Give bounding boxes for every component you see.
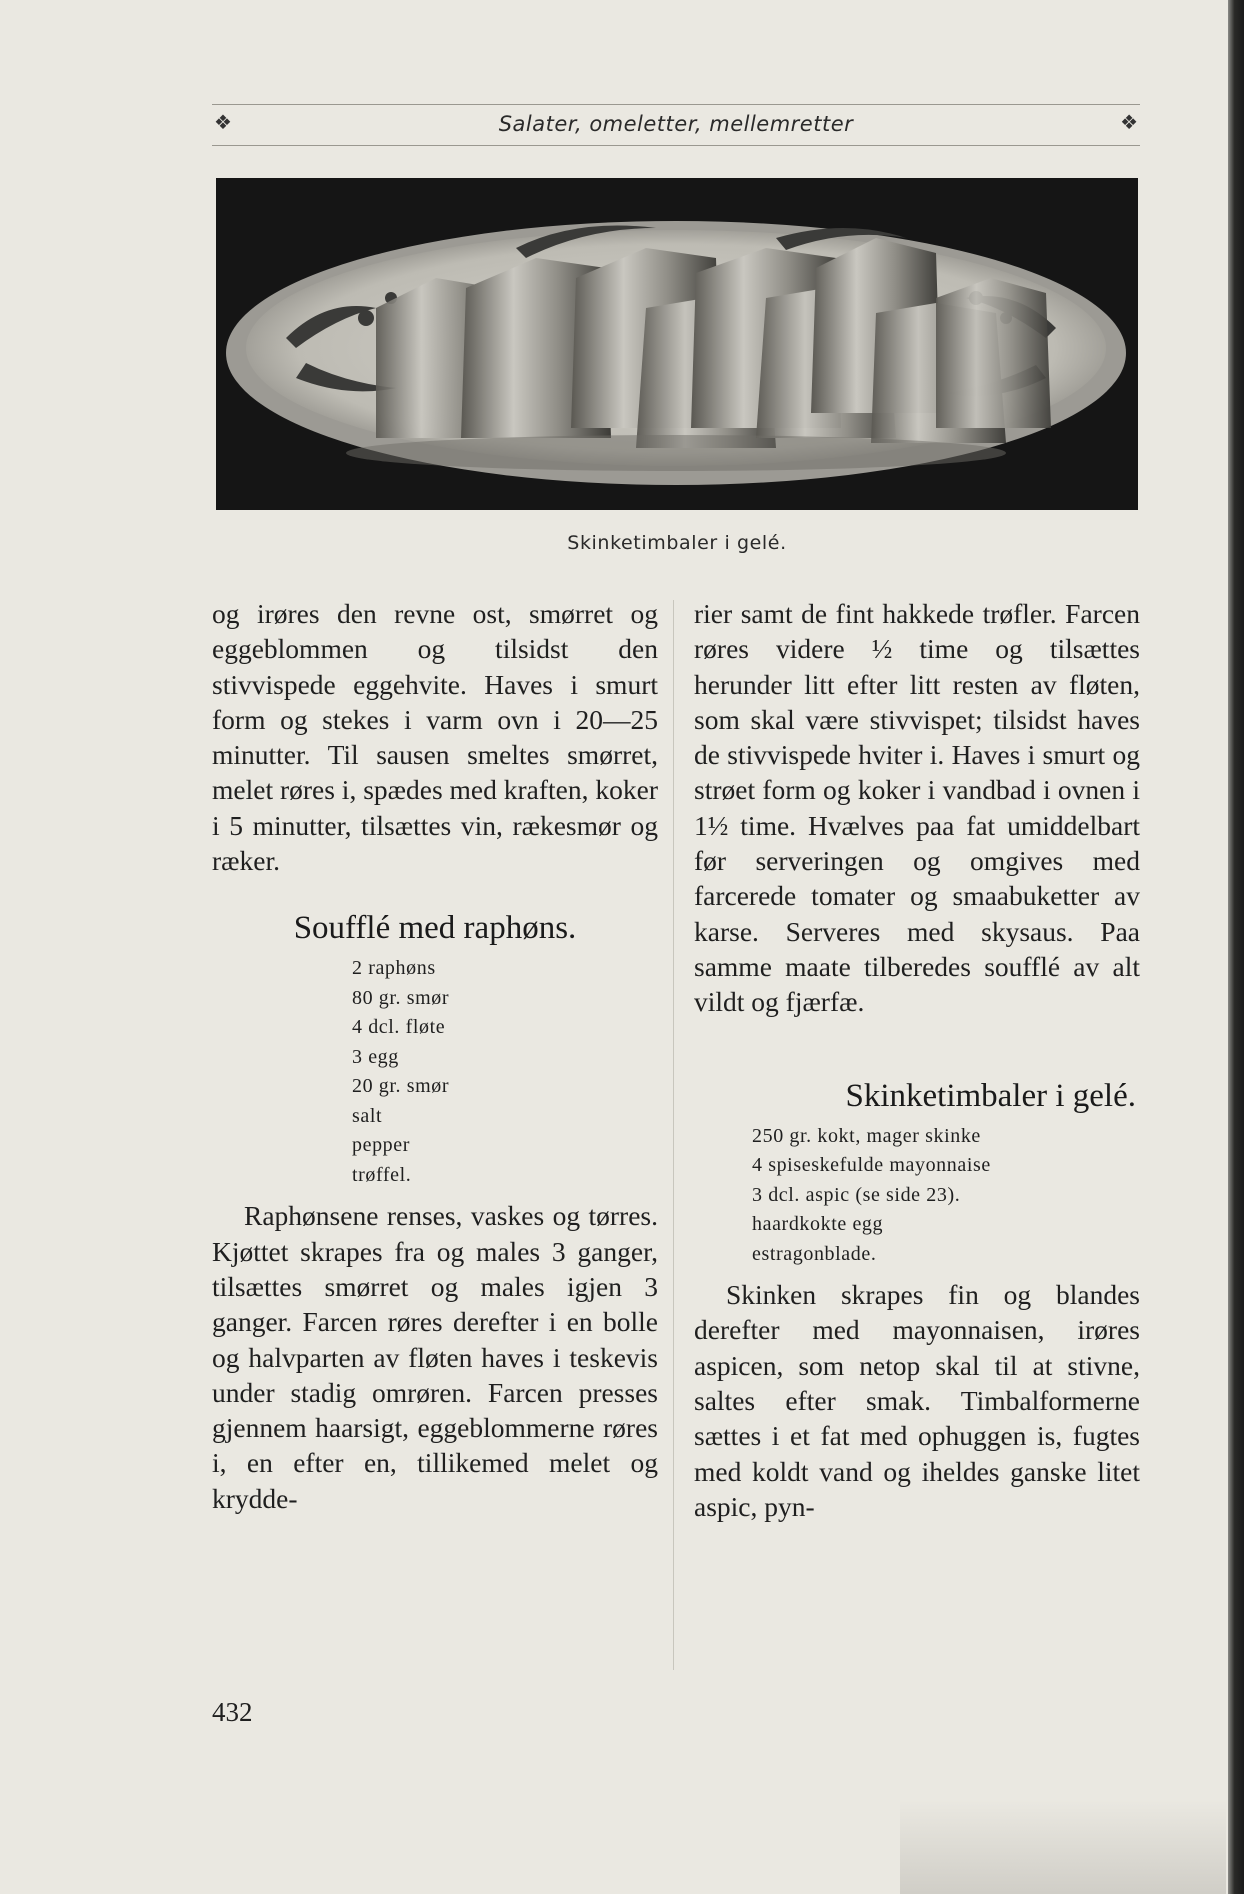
ingredient-item: 4 spiseskefulde mayonnaise <box>752 1154 991 1177</box>
ingredient-item: 20 gr. smør <box>352 1075 450 1098</box>
ingredient-item: salt <box>352 1104 383 1127</box>
recipe-instructions-souffle: Raphønsene renses, vaskes og tørres. Kjøttet skrapes fra og males 3 ganger, tilsættes smørret og males igjen 3 ganger. Farcen røres derefter i en bolle og halvparten av fløten haves i teskevis under stadig omrøren. Farcen presses gjennem haarsigt, eggeblommerne røres i, en efter en, tillikemed melet og krydde- <box>212 1200 658 1514</box>
ornament-right: ❖ <box>1120 112 1138 134</box>
column-divider <box>673 600 674 1670</box>
left-column <box>212 596 658 1516</box>
ingredient-list-souffle <box>212 954 658 1190</box>
ingredient-item: pepper <box>352 1134 411 1157</box>
recipe-instructions-timbaler: Skinken skrapes fin og blandes derefter med mayonnaisen, irøres aspicen, som netop skal til at stivne, saltes efter smak. Timbalformerne sættes i et fat med ophuggen is, fugtes med koldt vand og iheldes ganske litet aspic, pyn- <box>694 1279 1140 1522</box>
running-header <box>212 104 1140 146</box>
running-header-title: Salater, omeletter, mellemretter <box>498 112 854 136</box>
book-spine-edge <box>1228 0 1244 1894</box>
ingredient-item: 4 dcl. fløte <box>352 1016 446 1039</box>
photo-caption: Skinketimbaler i gelé. <box>567 532 787 554</box>
recipe-heading-timbaler: Skinketimbaler i gelé. <box>845 1077 1136 1114</box>
page-number: 432 <box>212 1697 253 1727</box>
ingredient-item: 3 egg <box>352 1045 399 1068</box>
recipe-heading-souffle: Soufflé med raphøns. <box>293 910 577 947</box>
ingredient-item: trøffel. <box>352 1163 412 1186</box>
ornament-left: ❖ <box>214 112 232 134</box>
paragraph-continued-right: rier samt de fint hakkede trøfler. Farcen røres videre ½ time og tilsættes herunder litt efter litt resten av fløten, som skal være stivvispet; tilsidst haves de stivvispede hviter i. Haves i smurt og strøet form og koker i vandbad i ovnen i 1½ time. Hvælves paa fat umiddelbart før serveringen og omgives med farcerede tomater og smaabuketter av karse. Serveres med skysaus. Paa samme maate tilberedes soufflé av alt vildt og fjærfæ. <box>694 598 1140 1018</box>
ingredient-item: 3 dcl. aspic (se side 23). <box>752 1183 961 1206</box>
ingredient-item: 250 gr. kokt, mager skinke <box>752 1124 981 1147</box>
ingredient-item: estragonblade. <box>752 1242 877 1265</box>
ingredient-item: haardkokte egg <box>752 1213 884 1236</box>
ingredient-item: 80 gr. smør <box>352 986 450 1009</box>
page-curl-shadow <box>900 1800 1226 1894</box>
ingredient-item: 2 raphøns <box>352 957 436 980</box>
ingredient-list-timbaler <box>694 1122 1140 1270</box>
right-column <box>694 596 1140 1524</box>
paragraph-continued: og irøres den revne ost, smørret og eggeblommen og tilsidst den stivvispede eggehvite. Haves i smurt form og stekes i varm ovn i 20—25 minutter. Til sausen smeltes smørret, melet røres i, spædes med kraften, koker i 5 minutter, tilsættes vin, rækesmør og ræker. <box>212 598 658 877</box>
dish-photograph <box>216 178 1138 510</box>
